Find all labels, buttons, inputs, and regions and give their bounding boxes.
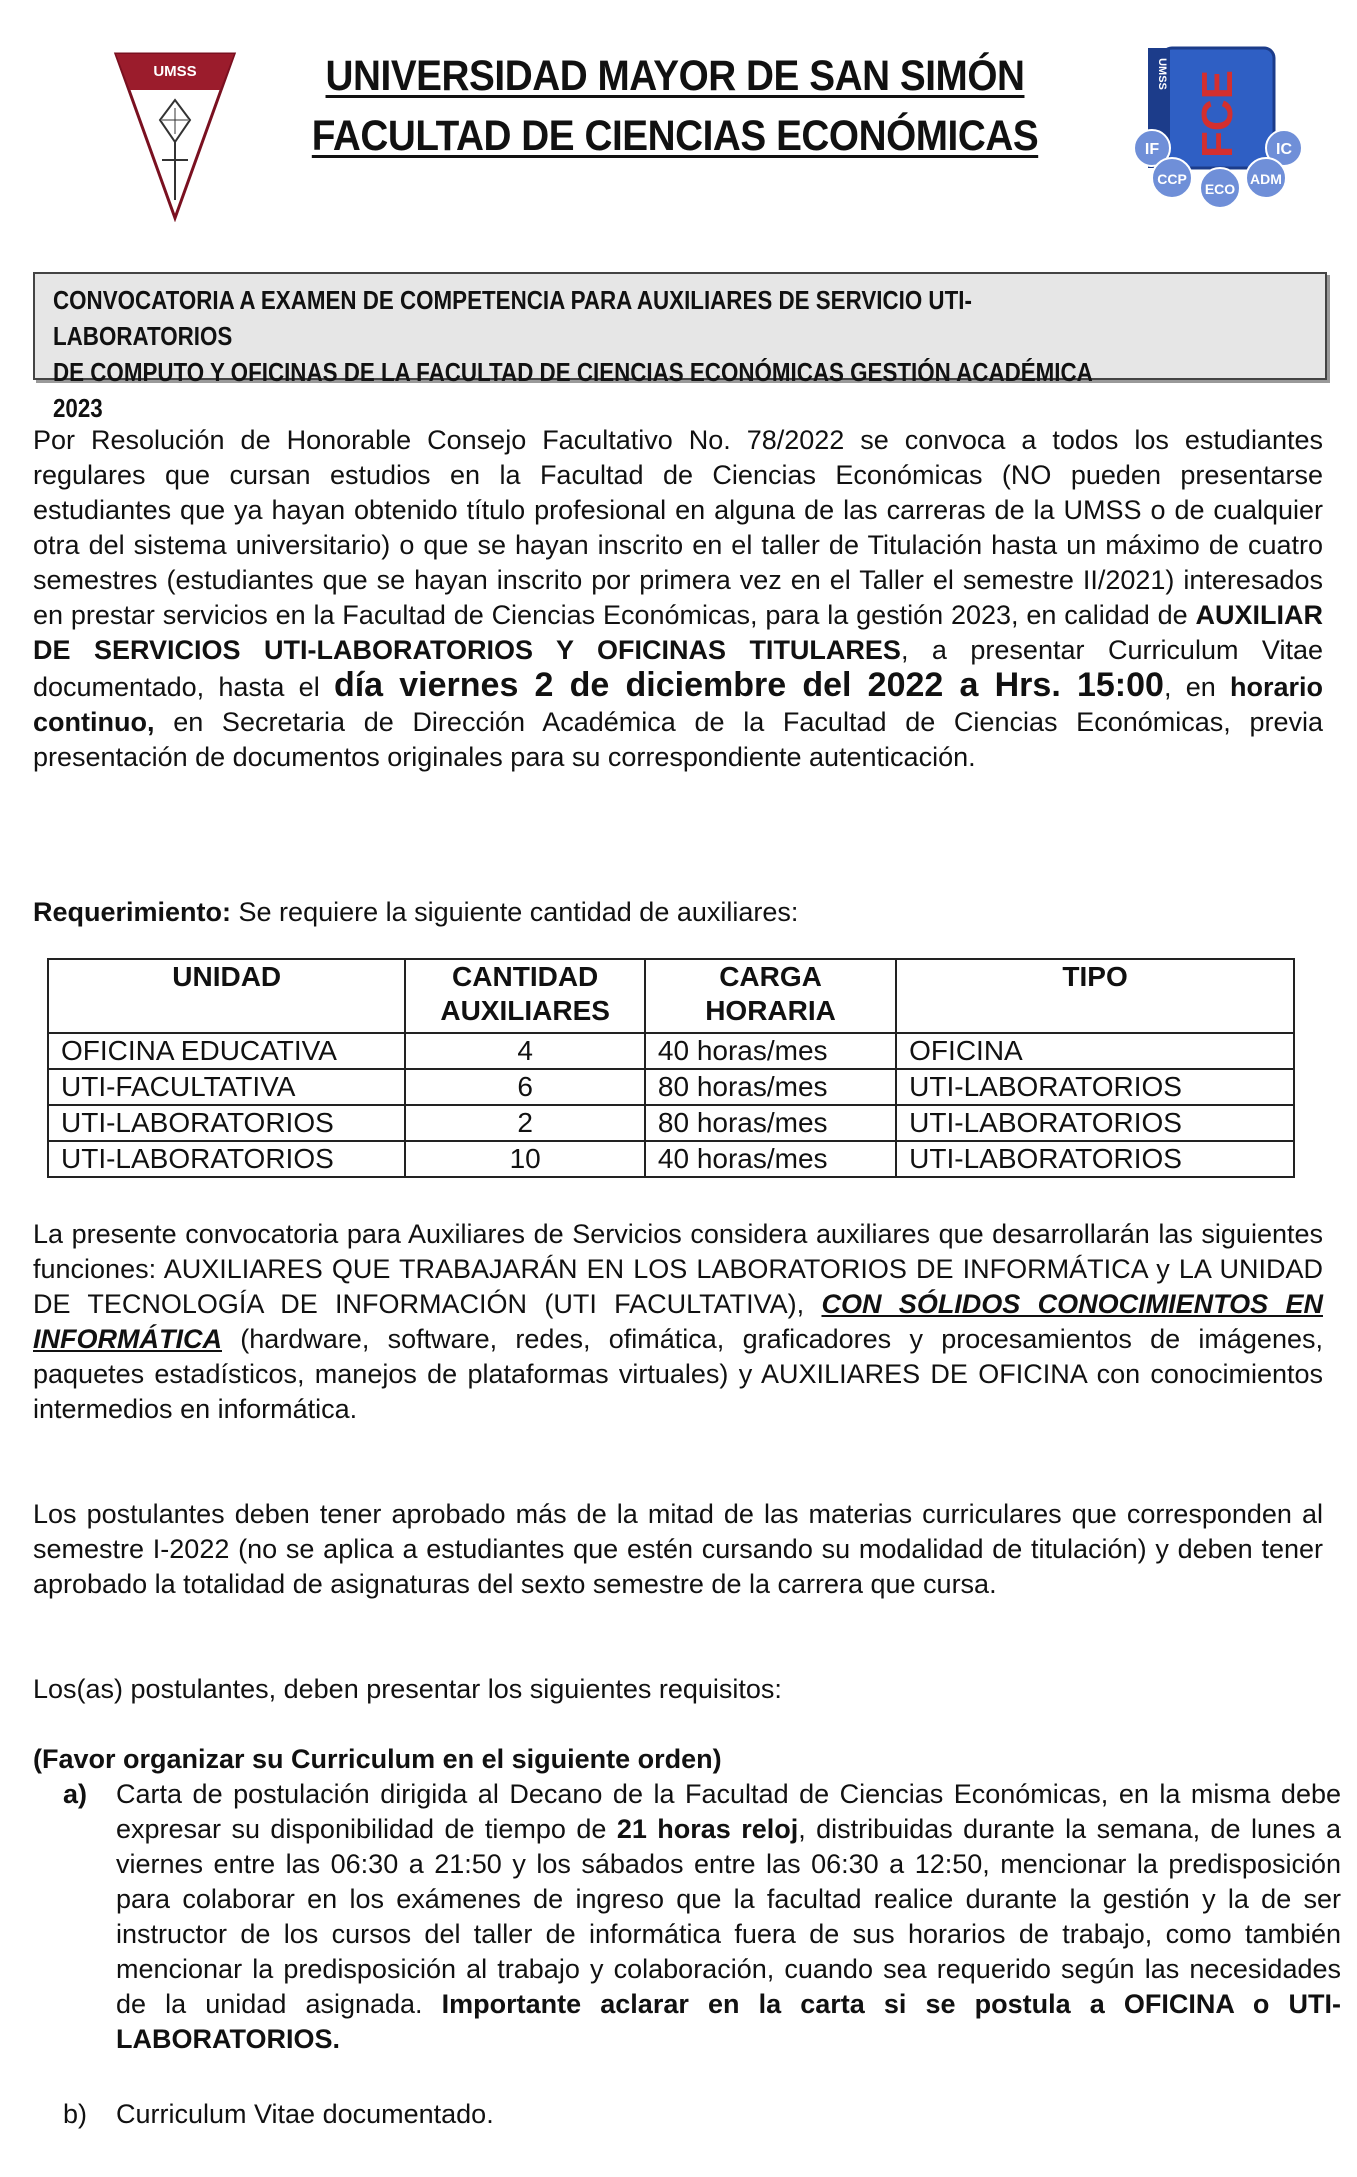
cell-tipo: UTI-LABORATORIOS — [896, 1141, 1294, 1177]
table-row — [48, 1105, 1294, 1141]
functions-paragraph — [33, 1217, 1323, 1427]
header-tipo: TIPO — [896, 959, 1294, 1033]
list-a-text-1: Carta de postulación dirigida al Decano de la Facultad de Ciencias Económicas, en la misma debe expresar su disponibilidad de tiempo de — [116, 1779, 1341, 1844]
convocatoria-title — [53, 282, 1137, 426]
deadline-text: día viernes 2 de diciembre del 2022 a Hrs. 15:00 — [333, 666, 1164, 704]
intro-text-3: , en — [1163, 672, 1230, 702]
list-body-b: Curriculum Vitae documentado. — [116, 2099, 494, 2129]
header-cantidad: CANTIDAD AUXILIARES — [405, 959, 645, 1033]
cell-unidad: UTI-FACULTATIVA — [48, 1069, 405, 1105]
cell-carga: 80 horas/mes — [645, 1105, 896, 1141]
faculty-name: FACULTAD DE CIENCIAS ECONÓMICAS — [311, 112, 1039, 160]
table-row — [48, 1033, 1294, 1069]
fce-tag-ccp: CCP — [1157, 171, 1187, 187]
order-note: (Favor organizar su Curriculum en el siguiente orden) — [33, 1744, 722, 1774]
requirement-label: Requerimiento: — [33, 897, 232, 927]
requirement-line — [33, 895, 1323, 930]
fce-tag-eco: ECO — [1204, 181, 1236, 197]
list-body-a — [116, 1777, 1341, 2057]
functions-text-2: (hardware, software, redes, ofimática, graficadores y procesamientos de imágenes, paquetes estadísticos, manejos de plataformas virtuales) y AUXILIARES DE OFICINA con conocimientos intermedios en informática. — [33, 1324, 1323, 1424]
list-a-bold-hours: 21 horas reloj — [616, 1814, 799, 1844]
intro-text-1: Por Resolución de Honorable Consejo Facultativo No. 78/2022 se convoca a todos los estudiantes regulares que cursan estudios en la Facultad de Ciencias Económicas (NO pueden presentarse estudiantes que ya hayan obtenido título profesional en alguna de las carreras de la UMSS o de cualquier otra del sistema universitario) o que se hayan inscrito en el taller de Titulación hasta un máximo de cuatro semestres (estudiantes que se hayan inscrito por primera vez en el Taller el semestre II/2021) interesados en prestar servicios en la Facultad de Ciencias Económicas, para la gestión 2023, en calidad de — [33, 425, 1323, 630]
cell-carga: 40 horas/mes — [645, 1033, 896, 1069]
horario-text: horario continuo, — [33, 672, 1323, 737]
list-a-text-2: , distribuidas durante la semana, de lunes a viernes entre las 06:30 a 21:50 y los sábados entre las 06:30 a 12:50, mencionar la predisposición para colaborar en los exámenes de ingreso que la facultad realice durante la gestión y la de ser instructor de los cursos del taller de informática fuera de sus horarios de trabajo, como también mencionar la predisposición al trabajo y colaboración, cuando sea requerido según las necesidades de la unidad asignada. — [116, 1814, 1341, 2019]
list-item — [33, 1777, 1342, 2107]
requisites-intro: Los(as) postulantes, deben presentar los siguientes requisitos: — [33, 1674, 782, 1704]
functions-text-1: La presente convocatoria para Auxiliares de Servicios considera auxiliares que desarrollarán las siguientes funciones: AUXILIARES QUE TRABAJARÁN EN LOS LABORATORIOS DE INFORMÁTICA y LA UNIDAD DE TECNOLOGÍA DE INFORMACIÓN (UTI FACULTATIVA), — [33, 1219, 1323, 1319]
cell-cantidad: 2 — [405, 1105, 645, 1141]
cell-carga: 40 horas/mes — [645, 1141, 896, 1177]
header-unidad: UNIDAD — [48, 959, 405, 1033]
fce-tag-ic: IC — [1276, 141, 1292, 158]
list-marker-a: a) — [63, 1779, 88, 1809]
fce-logo-main: FCE — [1193, 70, 1242, 158]
functions-emphasis: CON SÓLIDOS CONOCIMIENTOS EN INFORMÁTICA — [33, 1289, 1323, 1354]
convocatoria-box — [33, 272, 1327, 423]
cell-unidad: UTI-LABORATORIOS — [48, 1105, 405, 1141]
cell-unidad: UTI-LABORATORIOS — [48, 1141, 405, 1177]
list-item — [33, 2097, 1323, 2137]
intro-text-2: , a presentar Curriculum Vitae documentado, hasta el — [33, 635, 1323, 702]
umss-shield-logo — [112, 50, 238, 222]
list-marker-b: b) — [63, 2099, 88, 2129]
fce-tag-if: IF — [1144, 141, 1160, 158]
cell-tipo: UTI-LABORATORIOS — [896, 1069, 1294, 1105]
intro-text-4: en Secretaria de Dirección Académica de la Facultad de Ciencias Económicas, previa presentación de documentos originales para su correspondiente autenticación. — [33, 707, 1323, 772]
table-header-row — [48, 959, 1294, 1033]
fce-tag-adm: ADM — [1250, 171, 1282, 187]
umss-shield-text: UMSS — [153, 63, 197, 80]
university-name: UNIVERSIDAD MAYOR DE SAN SIMÓN — [325, 52, 1025, 100]
convocatoria-line-1: CONVOCATORIA A EXAMEN DE COMPETENCIA PARA AUXILIARES DE SERVICIO UTI-LABORATORIOS — [53, 285, 972, 351]
cell-cantidad: 4 — [405, 1033, 645, 1069]
fce-logo — [1130, 44, 1306, 210]
cell-tipo: OFICINA — [896, 1033, 1294, 1069]
intro-bold-services: AUXILIAR DE SERVICIOS UTI-LABORATORIOS Y OFICINAS TITULARES — [33, 600, 1323, 665]
cell-tipo: UTI-LABORATORIOS — [896, 1105, 1294, 1141]
cell-cantidad: 10 — [405, 1141, 645, 1177]
list-a-bold-important: Importante aclarar en la carta si se postula a OFICINA o UTI-LABORATORIOS. — [116, 1989, 1342, 2054]
table-row — [48, 1141, 1294, 1177]
requirement-text: Se requiere la siguiente cantidad de auxiliares: — [231, 897, 799, 927]
approval-paragraph: Los postulantes deben tener aprobado más de la mitad de las materias curriculares que corresponden al semestre I-2022 (no se aplica a estudiantes que estén cursando su modalidad de titulación) y deben tener aprobado la totalidad de asignaturas del sexto semestre de la carrera que cursa. — [33, 1499, 1323, 1599]
cell-carga: 80 horas/mes — [645, 1069, 896, 1105]
cell-cantidad: 6 — [405, 1069, 645, 1105]
cell-unidad: OFICINA EDUCATIVA — [48, 1033, 405, 1069]
table-row — [48, 1069, 1294, 1105]
convocatoria-line-2: DE COMPUTO Y OFICINAS DE LA FACULTAD DE CIENCIAS ECONÓMICAS GESTIÓN ACADÉMICA 2023 — [53, 357, 1092, 423]
fce-logo-side: UMSS — [1156, 58, 1168, 90]
intro-paragraph — [33, 423, 1323, 775]
auxiliaries-table — [47, 958, 1295, 1178]
header-carga: CARGA HORARIA — [645, 959, 896, 1033]
